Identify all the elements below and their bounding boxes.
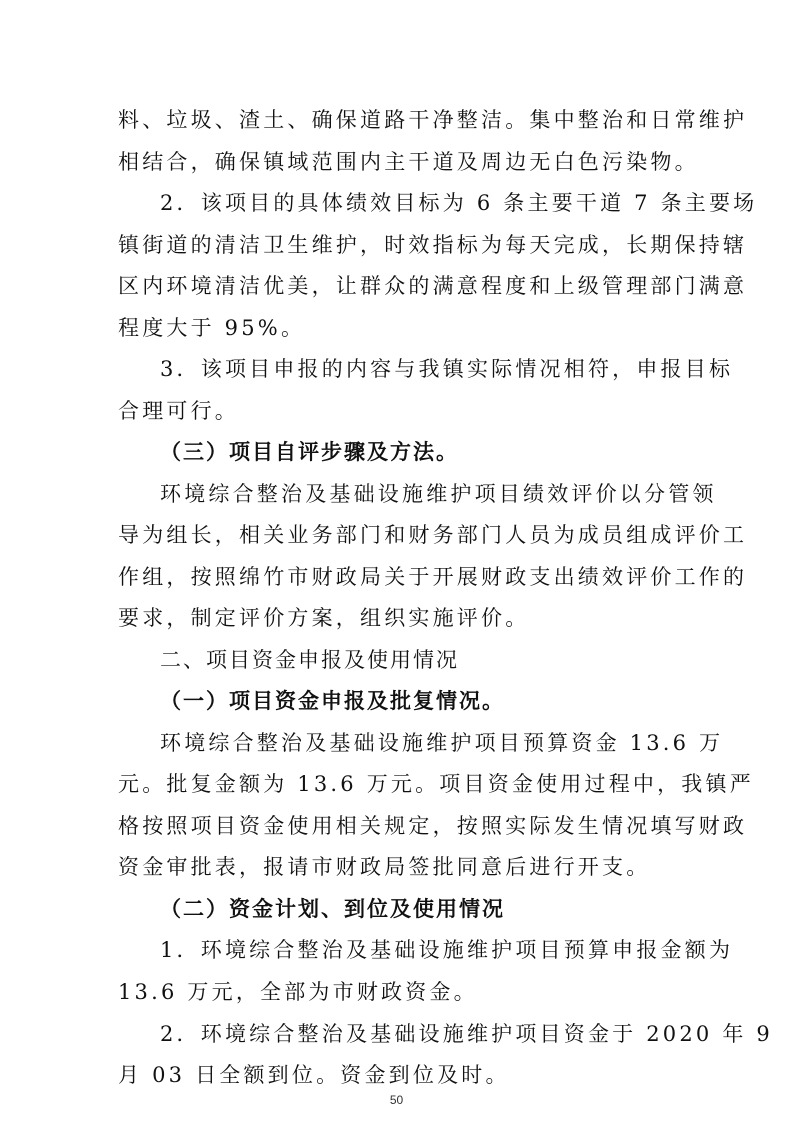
text-line: 镇街道的清洁卫生维护，时效指标为每天完成，长期保持辖 [118,232,748,257]
page-number: 50 [389,1093,404,1107]
section-heading: （一）项目资金申报及批复情况。 [160,689,505,714]
text-line: 作组，按照绵竹市财政局关于开展财政支出绩效评价工作的 [118,564,748,589]
text-line: 13.6 万元，全部为市财政资金。 [118,980,478,1004]
chapter-heading: 二、项目资金申报及使用情况 [160,647,459,672]
text-line: 料、垃圾、渣土、确保道路干净整洁。集中整治和日常维护 [118,108,748,132]
text-line: 环境综合整治及基础设施维护项目绩效评价以分管领 [160,481,717,506]
section-heading: （二）资金计划、到位及使用情况 [160,896,505,921]
text-line: 3．该项目申报的内容与我镇实际情况相符，申报目标 [160,357,734,382]
text-line: 2．环境综合整治及基础设施维护项目资金于 2020 年 9 [160,1021,773,1046]
text-line: 合理可行。 [118,398,239,423]
text-line: 资金审批表，报请市财政局签批同意后进行开支。 [118,855,651,880]
text-line: 格按照项目资金使用相关规定，按照实际发生情况填写财政 [118,813,748,838]
text-line: 环境综合整治及基础设施维护项目预算资金 13.6 万 [160,730,724,755]
text-line: 元。批复金额为 13.6 万元。项目资金使用过程中，我镇严 [118,772,754,797]
section-heading: （三）项目自评步骤及方法。 [160,440,459,465]
text-line: 要求，制定评价方案，组织实施评价。 [118,606,530,631]
text-line: 区内环境清洁优美，让群众的满意程度和上级管理部门满意 [118,274,748,299]
text-line: 相结合，确保镇域范围内主干道及周边无白色污染物。 [118,149,699,174]
text-line: 导为组长，相关业务部门和财务部门人员为成员组成评价工 [118,523,748,548]
text-line: 程度大于 95%。 [118,315,306,340]
text-line: 2．该项目的具体绩效目标为 6 条主要干道 7 条主要场 [160,191,758,215]
text-line: 月 03 日全额到位。资金到位及时。 [118,1063,510,1087]
text-line: 1．环境综合整治及基础设施维护项目预算申报金额为 [160,938,734,963]
